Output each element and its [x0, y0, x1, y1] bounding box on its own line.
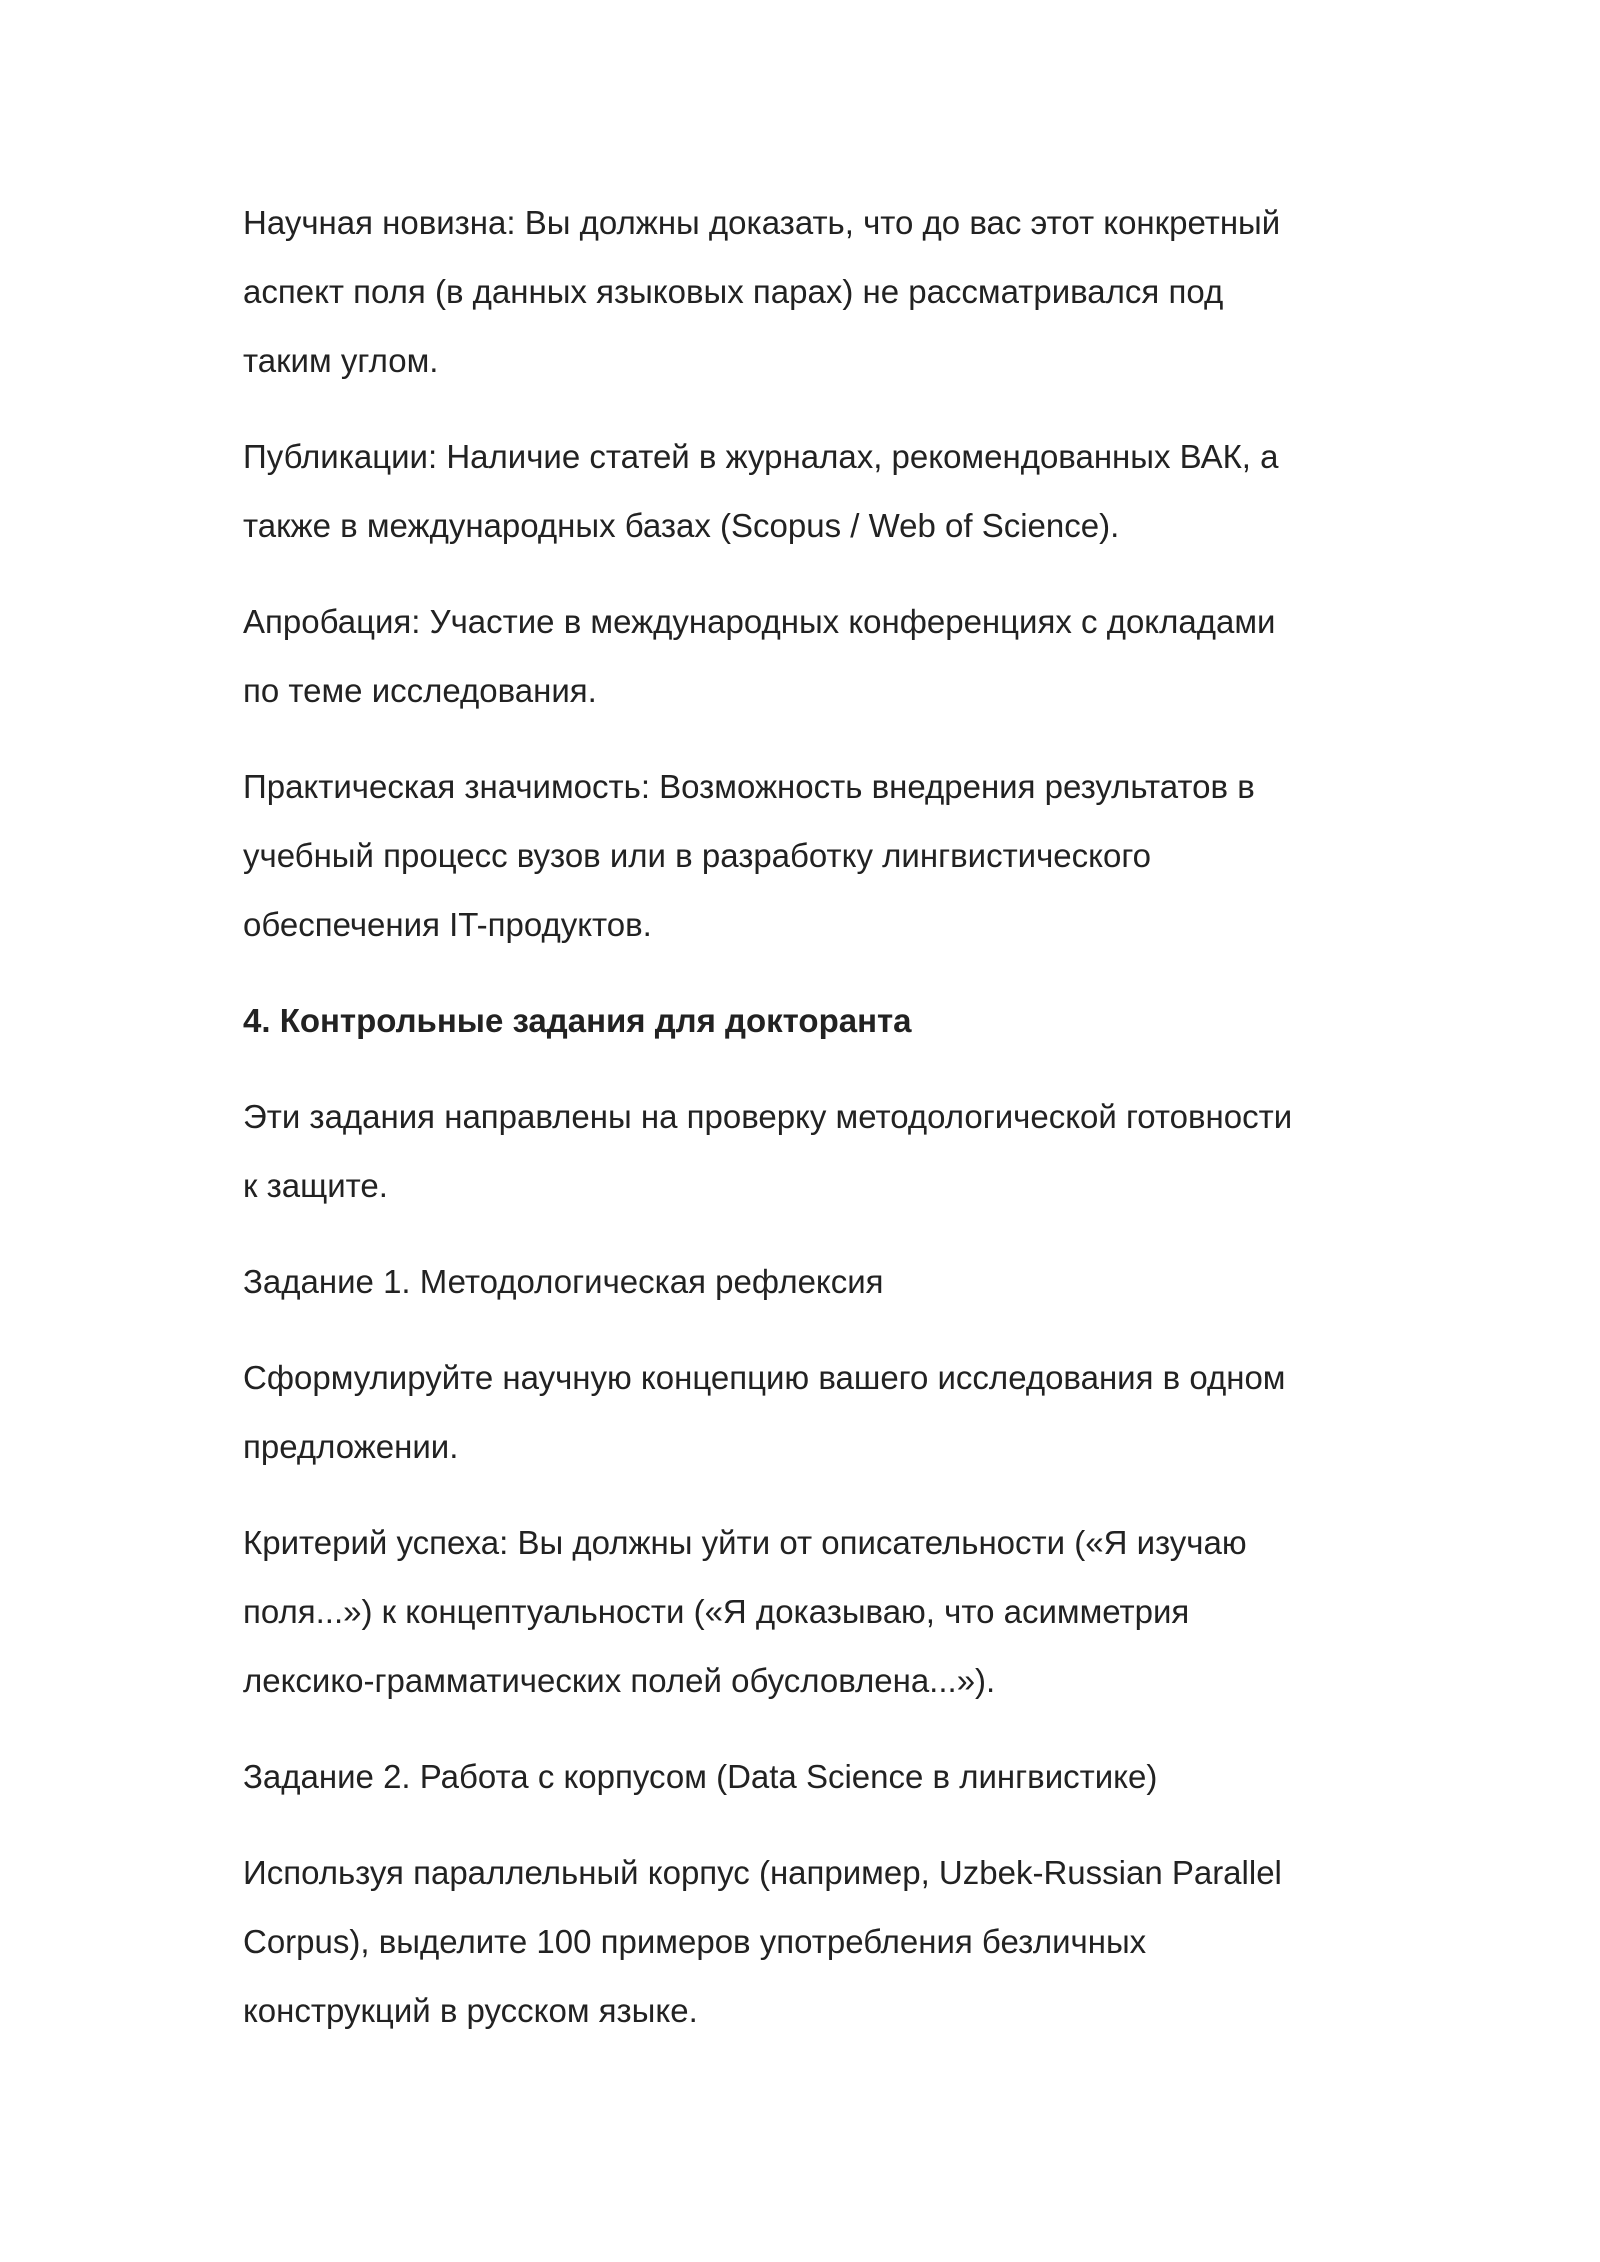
paragraph-practical-significance [243, 752, 1368, 959]
text-line: также в международных базах (Scopus / Web of Science). [243, 507, 1120, 544]
text-line: Задание 1. Методологическая рефлексия [243, 1263, 884, 1300]
text-line: Используя параллельный корпус (например, Uzbek-Russian Parallel [243, 1854, 1282, 1891]
section-heading [243, 986, 1368, 1055]
text-line: Практическая значимость: Возможность внедрения результатов в [243, 768, 1255, 805]
paragraph-approbation [243, 587, 1368, 725]
paragraph-task-2-body [243, 1838, 1368, 2045]
text-line: Научная новизна: Вы должны доказать, что до вас этот конкретный [243, 204, 1281, 241]
document-body [243, 188, 1368, 2072]
text-line: 4. Контрольные задания для докторанта [243, 1002, 912, 1039]
text-line: предложении. [243, 1428, 459, 1465]
text-line: учебный процесс вузов или в разработку лингвистического [243, 837, 1151, 874]
paragraph-success-criterion [243, 1508, 1368, 1715]
text-line: лексико-грамматических полей обусловлена...»). [243, 1662, 996, 1699]
text-line: Сформулируйте научную концепцию вашего исследования в одном [243, 1359, 1286, 1396]
paragraph-task-1-body [243, 1343, 1368, 1481]
text-line: Corpus), выделите 100 примеров употребления безличных [243, 1923, 1147, 1960]
paragraph-publications [243, 422, 1368, 560]
paragraph-scientific-novelty [243, 188, 1368, 395]
text-line: поля...») к концептуальности («Я доказываю, что асимметрия [243, 1593, 1190, 1630]
text-line: таким углом. [243, 342, 439, 379]
text-line: к защите. [243, 1167, 388, 1204]
task-2-title [243, 1742, 1368, 1811]
text-line: Эти задания направлены на проверку методологической готовности [243, 1098, 1293, 1135]
text-line: Критерий успеха: Вы должны уйти от описательности («Я изучаю [243, 1524, 1247, 1561]
paragraph-tasks-intro [243, 1082, 1368, 1220]
text-line: конструкций в русском языке. [243, 1992, 698, 2029]
text-line: Апробация: Участие в международных конференциях с докладами [243, 603, 1276, 640]
text-line: Публикации: Наличие статей в журналах, рекомендованных ВАК, а [243, 438, 1279, 475]
task-1-title [243, 1247, 1368, 1316]
text-line: обеспечения IT-продуктов. [243, 906, 652, 943]
text-line: аспект поля (в данных языковых парах) не рассматривался под [243, 273, 1224, 310]
text-line: по теме исследования. [243, 672, 597, 709]
text-line: Задание 2. Работа с корпусом (Data Science в лингвистике) [243, 1758, 1158, 1795]
